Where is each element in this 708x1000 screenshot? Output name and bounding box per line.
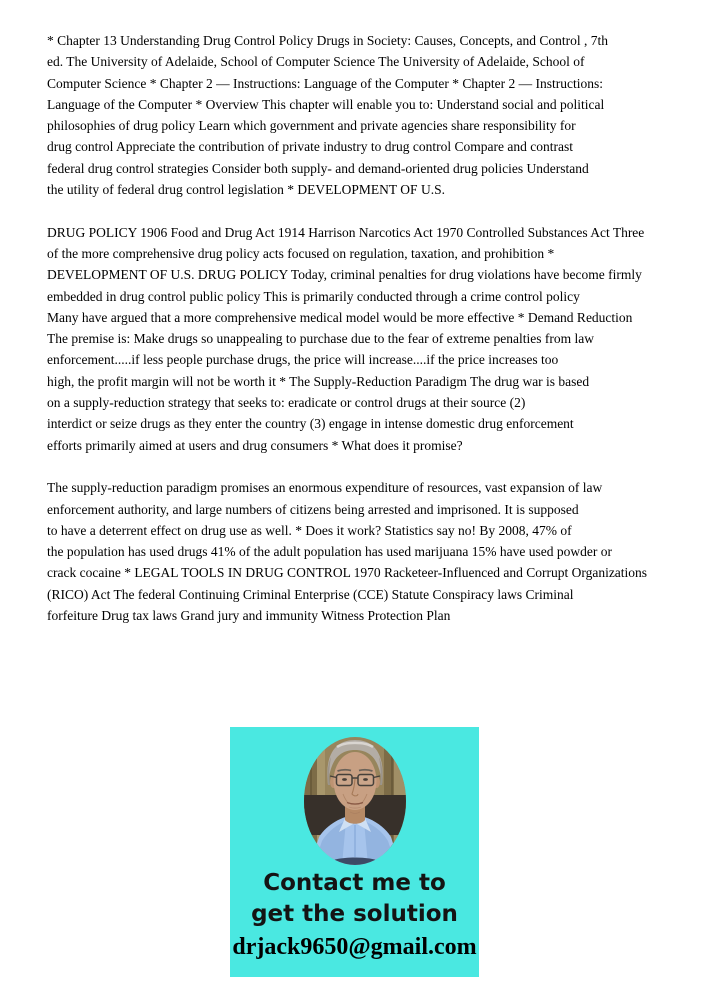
contact-email: drjack9650@gmail.com	[232, 934, 477, 960]
portrait-photo	[304, 737, 406, 865]
text-line: enforcement.....if less people purchase drugs, the price will increase....if the price increases too	[47, 352, 559, 368]
text-line: The supply-reduction paradigm promises an enormous expenditure of resources, vast expansion of law	[47, 480, 603, 496]
text-line: forfeiture Drug tax laws Grand jury and immunity Witness Protection Plan	[47, 608, 451, 624]
text-line: DRUG POLICY 1906 Food and Drug Act 1914 Harrison Narcotics Act 1970 Controlled Substances Act Three	[47, 224, 645, 240]
text-line: high, the profit margin will not be worth it * The Supply-Reduction Paradigm The drug war is based	[47, 373, 590, 389]
text-line: the utility of federal drug control legislation * DEVELOPMENT OF U.S.	[47, 182, 445, 198]
paragraph-3	[47, 477, 692, 626]
text-line: ed. The University of Adelaide, School of Computer Science The University of Adelaide, School of	[47, 54, 585, 70]
text-line: drug control Appreciate the contribution of private industry to drug control Compare and contrast	[47, 139, 573, 155]
text-line: The premise is: Make drugs so unappealing to purchase due to the fear of extreme penalties from law	[47, 331, 594, 347]
text-line: (RICO) Act The federal Continuing Criminal Enterprise (CCE) Statute Conspiracy laws Criminal	[47, 586, 574, 602]
text-line: DEVELOPMENT OF U.S. DRUG POLICY Today, criminal penalties for drug violations have become firmly	[47, 267, 642, 283]
text-line: federal drug control strategies Consider both supply- and demand-oriented drug policies Understand	[47, 160, 589, 176]
contact-card-line1: Contact me to	[263, 870, 446, 896]
text-line: interdict or seize drugs as they enter the country (3) engage in intense domestic drug enforcement	[47, 416, 574, 432]
text-line: Language of the Computer * Overview This chapter will enable you to: Understand social and political	[47, 96, 605, 112]
text-line: Many have argued that a more comprehensive medical model would be more effective * Demand Reduction	[47, 309, 633, 325]
text-line: the population has used drugs 41% of the adult population has used marijuana 15% have used powder or	[47, 544, 612, 560]
text-line: on a supply-reduction strategy that seeks to: eradicate or control drugs at their source (2)	[47, 395, 526, 411]
text-line: crack cocaine * LEGAL TOOLS IN DRUG CONTROL 1970 Racketeer-Influenced and Corrupt Organizations	[47, 565, 648, 581]
paragraph-2	[47, 222, 692, 456]
contact-card	[230, 727, 479, 977]
paragraph-1	[47, 30, 692, 200]
text-line: philosophies of drug policy Learn which government and private agencies share responsibility for	[47, 118, 576, 134]
text-line: efforts primarily aimed at users and drug consumers * What does it promise?	[47, 437, 463, 453]
text-line: of the more comprehensive drug policy acts focused on regulation, taxation, and prohibition *	[47, 245, 555, 261]
text-line: to have a deterrent effect on drug use as well. * Does it work? Statistics say no! By 2008, 47% of	[47, 522, 572, 538]
document-body-text	[47, 30, 692, 626]
contact-card-line2: get the solution	[251, 901, 458, 927]
text-line: * Chapter 13 Understanding Drug Control Policy Drugs in Society: Causes, Concepts, and Control , 7th	[47, 33, 608, 48]
text-line: embedded in drug control public policy This is primarily conducted through a crime control policy	[47, 288, 580, 304]
text-line: Computer Science * Chapter 2 — Instructions: Language of the Computer * Chapter 2 — Instructions:	[47, 75, 604, 91]
text-line: enforcement authority, and large numbers of citizens being arrested and imprisoned. It is supposed	[47, 501, 579, 517]
